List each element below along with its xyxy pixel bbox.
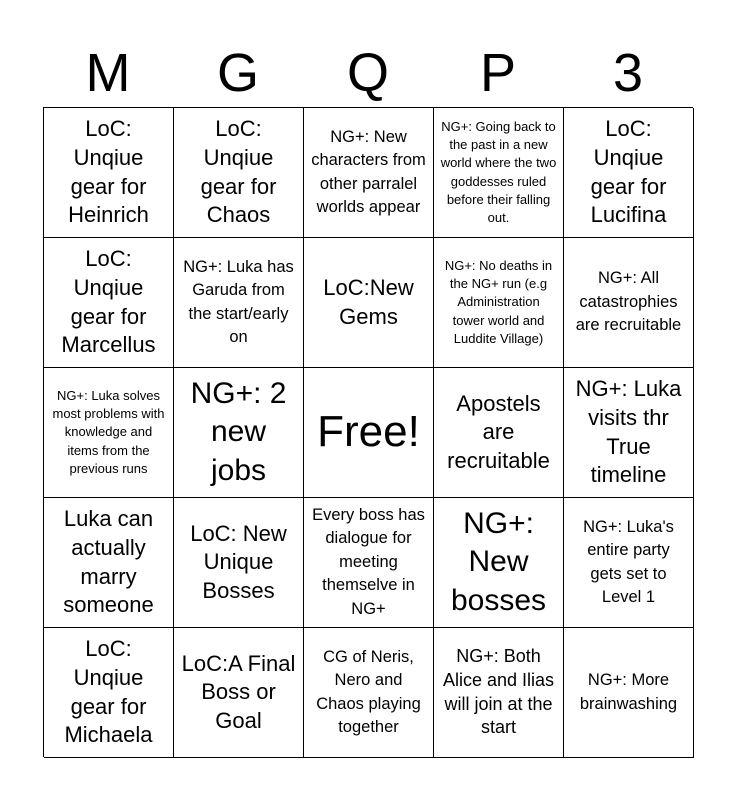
- bingo-cell[interactable]: [434, 108, 564, 238]
- cell-text: NG+: All catastrophies are recruitable: [575, 269, 682, 335]
- bingo-cell[interactable]: [174, 368, 304, 498]
- bingo-cell[interactable]: [174, 628, 304, 758]
- cell-text: LoC: Unqiue gear for Heinrich: [68, 116, 149, 228]
- cell-text: Apostels are recruitable: [447, 390, 550, 473]
- bingo-cell[interactable]: [564, 498, 694, 628]
- cell-text: NG+: No deaths in the NG+ run (e.g Administration tower world and Luddite Village): [444, 258, 553, 346]
- cell-text: NG+: Luka solves most problems with knowledge and items from the previous runs: [52, 388, 165, 476]
- bingo-cell[interactable]: [434, 628, 564, 758]
- bingo-cell[interactable]: [434, 498, 564, 628]
- cell-text: LoC: Unqiue gear for Michaela: [64, 636, 153, 748]
- cell-text: NG+: Luka has Garuda from the start/early on: [183, 257, 294, 346]
- bingo-cell[interactable]: [564, 238, 694, 368]
- cell-text: LoC: Unqiue gear for Chaos: [200, 116, 277, 228]
- bingo-header: [43, 38, 693, 108]
- cell-text: NG+: More brainwashing: [579, 671, 678, 713]
- bingo-cell[interactable]: [44, 628, 174, 758]
- bingo-cell[interactable]: [434, 368, 564, 498]
- bingo-cell[interactable]: [564, 108, 694, 238]
- cell-text: Every boss has dialogue for meeting themselve in NG+: [312, 505, 425, 618]
- cell-text: LoC:New Gems: [323, 274, 414, 329]
- header-letter: 3: [612, 43, 644, 103]
- cell-text: NG+: Both Alice and Ilias will join at the start: [442, 646, 555, 738]
- bingo-cell[interactable]: [174, 498, 304, 628]
- bingo-cell[interactable]: [304, 628, 434, 758]
- cell-text: NG+: New bosses: [450, 506, 547, 617]
- header-letter: G: [216, 43, 259, 103]
- cell-text: NG+: New characters from other parralel worlds appear: [311, 127, 426, 216]
- header-letter: P: [479, 43, 517, 103]
- header-letter: Q: [346, 43, 389, 103]
- cell-text: NG+: Going back to the past in a new world where the two goddesses ruled before their falling out.: [440, 118, 557, 225]
- cell-text: CG of Neris, Nero and Chaos playing together: [316, 647, 421, 736]
- bingo-cell[interactable]: [304, 238, 434, 368]
- bingo-cell[interactable]: [434, 238, 564, 368]
- cell-text: LoC:A Final Boss or Goal: [181, 650, 296, 733]
- header-letter: M: [85, 43, 131, 103]
- cell-text: LoC: Unqiue gear for Marcellus: [61, 246, 156, 358]
- cell-text: Luka can actually marry someone: [63, 506, 154, 618]
- bingo-cell[interactable]: [564, 628, 694, 758]
- free-space-text: Free!: [317, 407, 420, 457]
- cell-text: LoC: New Unique Bosses: [190, 520, 287, 603]
- cell-text: NG+: Luka's entire party gets set to Level 1: [583, 517, 674, 606]
- bingo-cell[interactable]: [174, 108, 304, 238]
- bingo-cell-free[interactable]: [304, 368, 434, 498]
- bingo-cell[interactable]: [44, 368, 174, 498]
- bingo-cell[interactable]: [44, 498, 174, 628]
- cell-text: NG+: 2 new jobs: [190, 376, 287, 487]
- bingo-cell[interactable]: [44, 238, 174, 368]
- bingo-cell[interactable]: [564, 368, 694, 498]
- cell-text: LoC: Unqiue gear for Lucifina: [590, 116, 667, 228]
- bingo-cell[interactable]: [174, 238, 304, 368]
- bingo-cell[interactable]: [304, 108, 434, 238]
- bingo-board: [43, 107, 693, 757]
- bingo-cell[interactable]: [44, 108, 174, 238]
- cell-text: NG+: Luka visits thr True timeline: [575, 376, 682, 488]
- bingo-cell[interactable]: [304, 498, 434, 628]
